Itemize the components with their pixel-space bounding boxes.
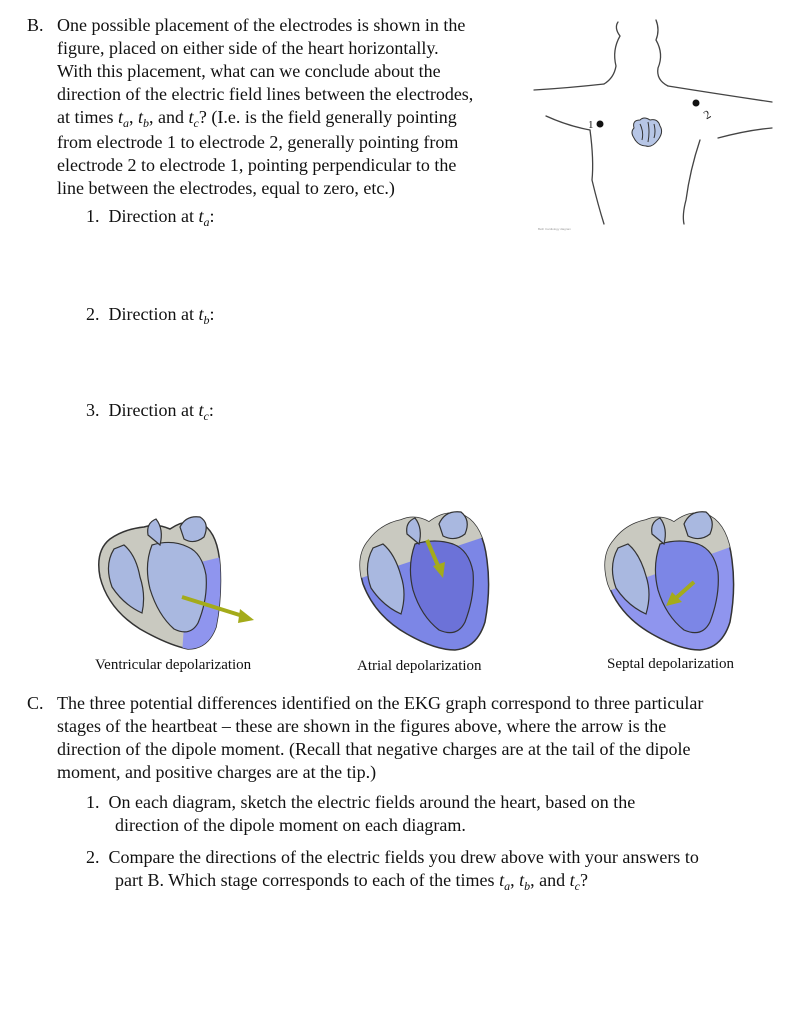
part-b-marker: B. xyxy=(27,15,44,35)
part-c-item-2: 2. Compare the directions of the electric fields you drew above with your answers to part B. Which stage corresponds to each of the times $t_a$, $t_b$, and $t_c$? xyxy=(86,847,699,893)
electrode-2-label: 2 xyxy=(701,106,714,123)
heart-ventricular-depolarization xyxy=(90,505,265,655)
part-c-line-4: moment, and positive charges are at the tip.) xyxy=(57,762,377,782)
caption-atrial: Atrial depolarization xyxy=(357,658,482,674)
part-c-line-2: stages of the heartbeat – these are shown in the figures above, where the arrow is the xyxy=(57,716,667,736)
part-b-line-6: from electrode 1 to electrode 2, generally pointing from xyxy=(57,132,459,152)
part-c-line-1: The three potential differences identified on the EKG graph correspond to three particular xyxy=(57,693,704,713)
small-heart-icon xyxy=(632,118,662,146)
part-b-line-1: One possible placement of the electrodes is shown in the xyxy=(57,15,466,35)
part-c-item-1: 1. On each diagram, sketch the electric fields around the heart, based on the direction of the dipole moment on each diagram. xyxy=(86,792,636,835)
part-c-marker: C. xyxy=(27,693,44,713)
electrode-1-dot xyxy=(597,121,604,128)
figure-credit: Beth Cardiology diagram xyxy=(538,227,572,231)
caption-ventricular: Ventricular depolarization xyxy=(95,657,252,673)
part-b-line-4: direction of the electric field lines between the electrodes, xyxy=(57,84,474,104)
part-c-question xyxy=(57,692,777,784)
electrode-2-dot xyxy=(693,100,700,107)
line5-pre: at times xyxy=(57,107,114,127)
caption-septal: Septal depolarization xyxy=(607,656,735,672)
part-b-line-8: line between the electrodes, equal to zero, etc.) xyxy=(57,178,395,198)
part-b-question xyxy=(57,14,517,200)
part-c-line-3: direction of the dipole moment. (Recall that negative charges are at the tail of the dipole xyxy=(57,739,691,759)
torso-electrode-figure xyxy=(528,10,778,235)
heart-atrial-depolarization xyxy=(355,500,505,655)
part-b-item-2: 2. Direction at $t_b$: xyxy=(86,304,215,327)
part-b-item-1: 1. Direction at $t_a$: xyxy=(86,206,215,229)
t-c: $t_c$ xyxy=(188,107,199,130)
dipole-arrowhead-icon xyxy=(238,609,254,623)
t-a: $t_a$ xyxy=(118,107,130,130)
line5-post: ? (I.e. is the field generally pointing xyxy=(198,107,457,127)
part-b-line-7: electrode 2 to electrode 1, pointing perpendicular to the xyxy=(57,155,457,175)
electrode-1-label: 1 xyxy=(588,119,594,131)
t-b: $t_b$ xyxy=(138,107,150,130)
part-b-item-3: 3. Direction at $t_c$: xyxy=(86,400,214,423)
part-b-line-5: at times $t_a$, $t_b$, and $t_c$? (I.e. is the field generally pointing xyxy=(57,107,457,130)
part-b-line-3: With this placement, what can we conclude about the xyxy=(57,61,441,81)
part-b-line-2: figure, placed on either side of the heart horizontally. xyxy=(57,38,439,58)
heart-septal-depolarization xyxy=(600,500,750,655)
